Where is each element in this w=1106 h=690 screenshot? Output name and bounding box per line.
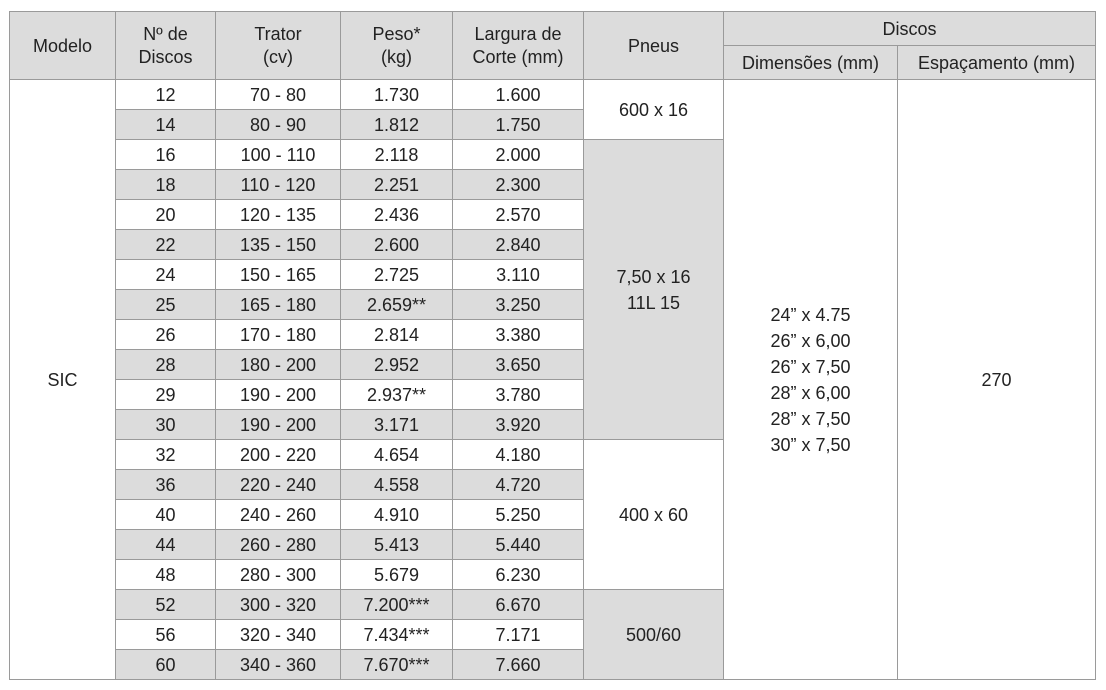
largura-cell: 3.650 xyxy=(453,350,584,380)
dimensoes-cell xyxy=(724,80,898,680)
trator-cell: 110 - 120 xyxy=(216,170,341,200)
largura-cell: 2.300 xyxy=(453,170,584,200)
largura-cell: 5.440 xyxy=(453,530,584,560)
discos-cell: 22 xyxy=(116,230,216,260)
trator-cell: 280 - 300 xyxy=(216,560,341,590)
trator-cell: 320 - 340 xyxy=(216,620,341,650)
trator-cell: 240 - 260 xyxy=(216,500,341,530)
pneus-cell xyxy=(584,440,724,590)
header-largura-line2: Corte (mm) xyxy=(472,46,564,67)
header-dimensoes: Dimensões (mm) xyxy=(724,46,898,80)
pneus-cell xyxy=(584,80,724,140)
header-trator-line2: (cv) xyxy=(263,46,293,67)
discos-cell: 29 xyxy=(116,380,216,410)
largura-cell: 6.670 xyxy=(453,590,584,620)
dimensao-value: 28” x 6,00 xyxy=(770,382,851,403)
discos-cell: 30 xyxy=(116,410,216,440)
trator-cell: 300 - 320 xyxy=(216,590,341,620)
trator-cell: 260 - 280 xyxy=(216,530,341,560)
dimensao-value: 26” x 7,50 xyxy=(770,356,851,377)
trator-cell: 165 - 180 xyxy=(216,290,341,320)
peso-cell: 7.670*** xyxy=(341,650,453,680)
peso-cell: 2.659** xyxy=(341,290,453,320)
dimensao-value: 24” x 4.75 xyxy=(770,304,851,325)
modelo-cell: SIC xyxy=(10,80,116,680)
trator-cell: 180 - 200 xyxy=(216,350,341,380)
peso-cell: 4.910 xyxy=(341,500,453,530)
discos-cell: 14 xyxy=(116,110,216,140)
peso-cell: 2.251 xyxy=(341,170,453,200)
dimensao-value: 26” x 6,00 xyxy=(770,330,851,351)
trator-cell: 135 - 150 xyxy=(216,230,341,260)
peso-cell: 7.200*** xyxy=(341,590,453,620)
trator-cell: 80 - 90 xyxy=(216,110,341,140)
pneus-value: 400 x 60 xyxy=(618,504,689,525)
discos-cell: 26 xyxy=(116,320,216,350)
largura-cell: 3.780 xyxy=(453,380,584,410)
header-trator xyxy=(216,12,341,80)
peso-cell: 2.814 xyxy=(341,320,453,350)
header-peso xyxy=(341,12,453,80)
peso-cell: 2.436 xyxy=(341,200,453,230)
discos-cell: 36 xyxy=(116,470,216,500)
largura-cell: 7.171 xyxy=(453,620,584,650)
peso-cell: 2.725 xyxy=(341,260,453,290)
peso-cell: 2.952 xyxy=(341,350,453,380)
discos-cell: 48 xyxy=(116,560,216,590)
trator-cell: 340 - 360 xyxy=(216,650,341,680)
header-n-discos-line2: Discos xyxy=(138,46,193,67)
peso-cell: 3.171 xyxy=(341,410,453,440)
trator-cell: 200 - 220 xyxy=(216,440,341,470)
trator-cell: 190 - 200 xyxy=(216,410,341,440)
discos-cell: 18 xyxy=(116,170,216,200)
pneus-cell xyxy=(584,590,724,680)
largura-cell: 7.660 xyxy=(453,650,584,680)
discos-cell: 20 xyxy=(116,200,216,230)
peso-cell: 2.118 xyxy=(341,140,453,170)
trator-cell: 120 - 135 xyxy=(216,200,341,230)
largura-cell: 1.750 xyxy=(453,110,584,140)
header-discos: Discos xyxy=(724,12,1096,46)
trator-cell: 150 - 165 xyxy=(216,260,341,290)
largura-cell: 6.230 xyxy=(453,560,584,590)
peso-cell: 1.730 xyxy=(341,80,453,110)
pneus-cell xyxy=(584,140,724,440)
discos-cell: 12 xyxy=(116,80,216,110)
dimensao-value: 30” x 7,50 xyxy=(770,434,851,455)
discos-cell: 25 xyxy=(116,290,216,320)
discos-cell: 56 xyxy=(116,620,216,650)
largura-cell: 3.250 xyxy=(453,290,584,320)
trator-cell: 190 - 200 xyxy=(216,380,341,410)
peso-cell: 5.413 xyxy=(341,530,453,560)
trator-cell: 220 - 240 xyxy=(216,470,341,500)
discos-cell: 32 xyxy=(116,440,216,470)
largura-cell: 4.720 xyxy=(453,470,584,500)
header-largura xyxy=(453,12,584,80)
header-trator-line1: Trator xyxy=(254,23,302,44)
largura-cell: 3.920 xyxy=(453,410,584,440)
header-n-discos xyxy=(116,12,216,80)
largura-cell: 5.250 xyxy=(453,500,584,530)
header-largura-line1: Largura de xyxy=(474,23,562,44)
pneus-value: 500/60 xyxy=(625,624,682,645)
trator-cell: 100 - 110 xyxy=(216,140,341,170)
header-peso-line2: (kg) xyxy=(381,46,412,67)
espacamento-cell: 270 xyxy=(898,80,1096,680)
trator-cell: 170 - 180 xyxy=(216,320,341,350)
dimensao-value: 28” x 7,50 xyxy=(770,408,851,429)
peso-cell: 4.558 xyxy=(341,470,453,500)
discos-cell: 60 xyxy=(116,650,216,680)
largura-cell: 1.600 xyxy=(453,80,584,110)
largura-cell: 2.570 xyxy=(453,200,584,230)
table-row xyxy=(10,80,1096,110)
largura-cell: 3.110 xyxy=(453,260,584,290)
discos-cell: 16 xyxy=(116,140,216,170)
header-espacamento: Espaçamento (mm) xyxy=(898,46,1096,80)
peso-cell: 2.937** xyxy=(341,380,453,410)
discos-cell: 24 xyxy=(116,260,216,290)
discos-cell: 40 xyxy=(116,500,216,530)
largura-cell: 2.000 xyxy=(453,140,584,170)
pneus-value: 11L 15 xyxy=(626,292,681,313)
peso-cell: 2.600 xyxy=(341,230,453,260)
peso-cell: 1.812 xyxy=(341,110,453,140)
largura-cell: 3.380 xyxy=(453,320,584,350)
largura-cell: 2.840 xyxy=(453,230,584,260)
table-body xyxy=(10,80,1096,680)
discos-cell: 28 xyxy=(116,350,216,380)
peso-cell: 5.679 xyxy=(341,560,453,590)
pneus-value: 7,50 x 16 xyxy=(616,266,691,287)
peso-cell: 7.434*** xyxy=(341,620,453,650)
header-modelo: Modelo xyxy=(10,12,116,80)
pneus-value: 600 x 16 xyxy=(618,99,689,120)
header-n-discos-line1: Nº de xyxy=(143,23,188,44)
header-pneus: Pneus xyxy=(584,12,724,80)
discos-cell: 44 xyxy=(116,530,216,560)
peso-cell: 4.654 xyxy=(341,440,453,470)
header-peso-line1: Peso* xyxy=(372,23,421,44)
specs-table xyxy=(9,11,1096,680)
largura-cell: 4.180 xyxy=(453,440,584,470)
trator-cell: 70 - 80 xyxy=(216,80,341,110)
discos-cell: 52 xyxy=(116,590,216,620)
